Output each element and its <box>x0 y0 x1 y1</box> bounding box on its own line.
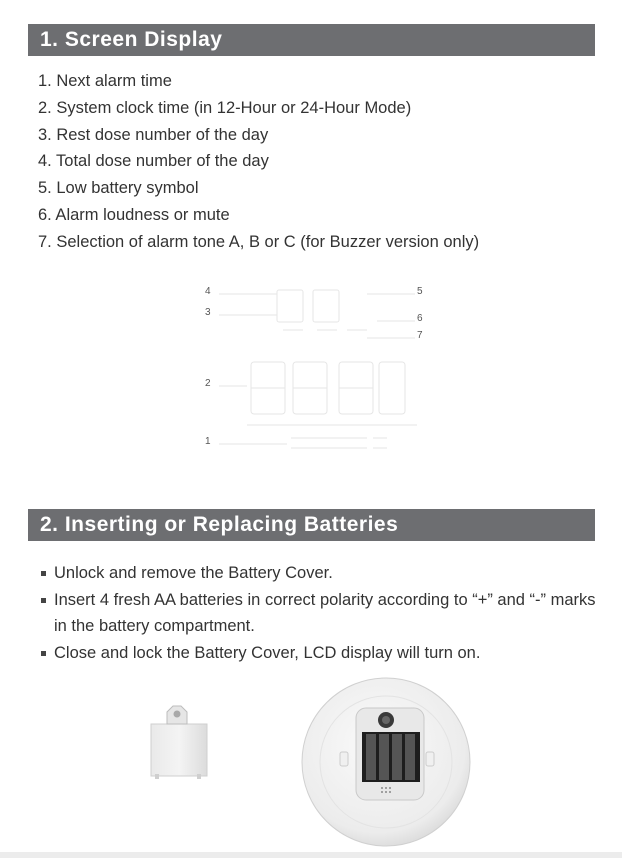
list-item: Close and lock the Battery Cover, LCD display will turn on. <box>38 640 598 667</box>
lcd-segment-display-illustration <box>217 282 427 462</box>
list-item: 4. Total dose number of the day <box>38 152 269 171</box>
section-header-screen-display: 1. Screen Display <box>28 24 595 56</box>
lcd-diagram <box>195 282 435 467</box>
callout-label-3: 3 <box>205 307 211 318</box>
list-item: 1. Next alarm time <box>38 72 172 90</box>
list-item: 2. System clock time (in 12-Hour or 24-Hour Mode) <box>38 98 412 117</box>
list-item: 6. Alarm loudness or mute <box>38 205 230 224</box>
list-item: 7. Selection of alarm tone A, B or C (for Buzzer version only) <box>38 232 480 251</box>
footer-band <box>0 852 622 858</box>
callout-label-1: 1 <box>205 436 211 447</box>
screen-display-list <box>38 70 479 258</box>
battery-steps-list <box>38 560 598 666</box>
callout-label-7: 7 <box>417 330 423 341</box>
callout-label-6: 6 <box>417 313 423 324</box>
callout-label-2: 2 <box>205 378 211 389</box>
battery-cover-image <box>145 700 211 782</box>
list-item: Insert 4 fresh AA batteries in correct polarity according to “+” and “-” marks in the battery compartment. <box>38 587 598 640</box>
section-header-batteries: 2. Inserting or Replacing Batteries <box>28 509 595 541</box>
list-item: 3. Rest dose number of the day <box>38 125 269 144</box>
list-item: Unlock and remove the Battery Cover. <box>38 560 598 587</box>
device-back-battery-compartment-image <box>300 676 474 848</box>
callout-label-5: 5 <box>417 286 423 297</box>
list-item: 5. Low battery symbol <box>38 179 199 198</box>
callout-label-4: 4 <box>205 286 211 297</box>
